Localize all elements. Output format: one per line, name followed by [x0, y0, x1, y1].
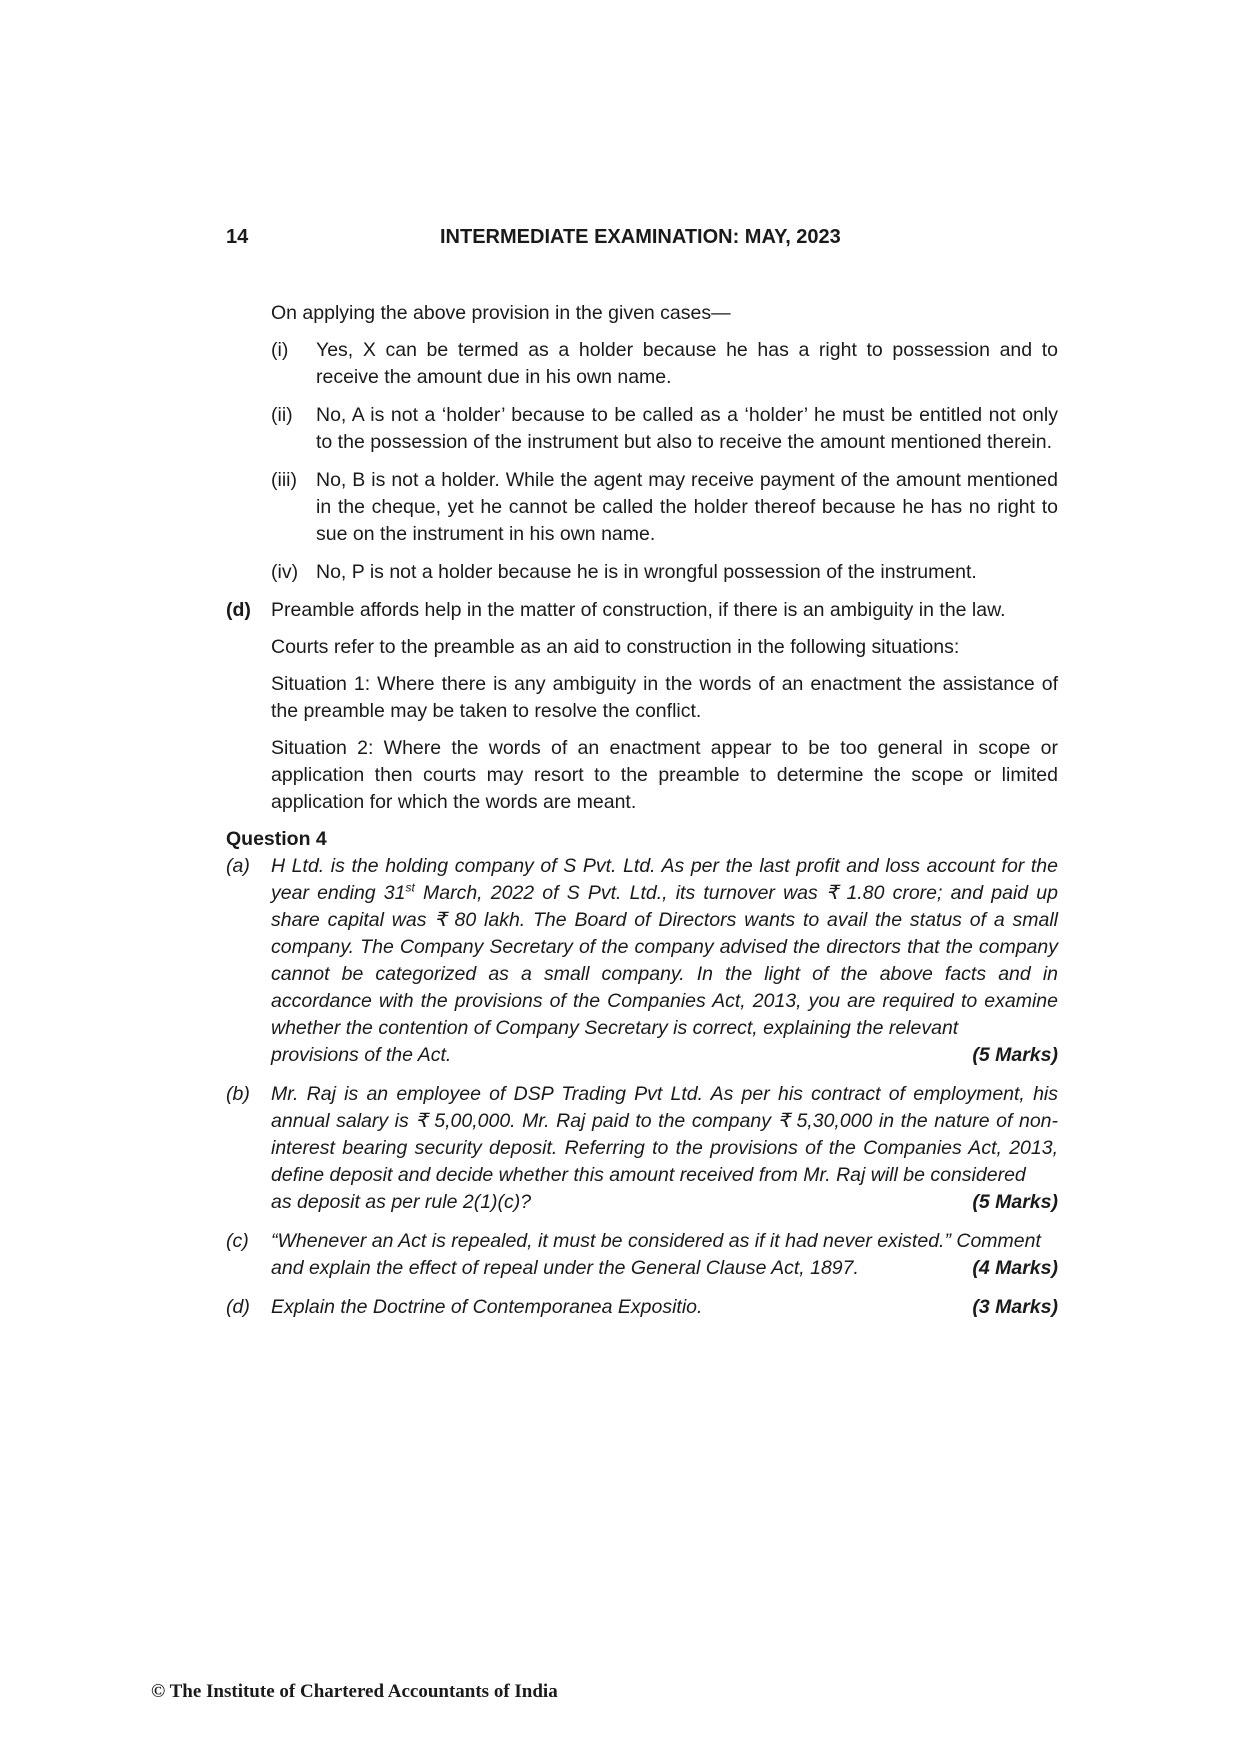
page-number: 14 [226, 226, 249, 248]
marks: (5 Marks) [972, 1044, 1058, 1066]
question-text-last: and explain the effect of repeal under the General Clause Act, 1897. [271, 1257, 859, 1279]
question-text [271, 853, 1058, 1069]
marks: (4 Marks) [972, 1257, 1058, 1279]
question-label: (a) [226, 855, 250, 877]
list-item [226, 402, 1058, 456]
page-header: INTERMEDIATE EXAMINATION: MAY, 2023 [440, 226, 841, 248]
question-b [226, 1081, 1058, 1216]
question-label: (c) [226, 1230, 249, 1252]
answer-d-text: Preamble affords help in the matter of construction, if there is an ambiguity in the law. [271, 599, 1006, 621]
marks: (5 Marks) [972, 1191, 1058, 1213]
question-text [271, 1228, 1058, 1282]
list-item [226, 559, 1058, 586]
case-text: No, A is not a ‘holder’ because to be called as a ‘holder’ he must be entitled not only to the possession of the instrument but also to receive the amount mentioned therein. [316, 404, 1058, 453]
marks: (3 Marks) [972, 1296, 1058, 1318]
answer-d-situation-1: Situation 1: Where there is any ambiguity in the words of an enactment the assistance of the preamble may be taken to resolve the conflict. [271, 673, 1058, 722]
answer-d-label: (d) [226, 599, 251, 621]
question-c [226, 1228, 1058, 1282]
marks-line [271, 1189, 1058, 1216]
list-item [226, 337, 1058, 391]
case-label: (i) [271, 339, 289, 361]
footer-copyright: © The Institute of Chartered Accountants of India [151, 1681, 558, 1702]
marks-line [271, 1255, 1058, 1282]
question-label: (d) [226, 1296, 250, 1318]
question-a [226, 853, 1058, 1069]
case-label: (iv) [271, 561, 299, 583]
superscript: st [405, 880, 415, 895]
marks-line [271, 1042, 1058, 1069]
case-text: Yes, X can be termed as a holder because he has a right to possession and to receive the amount due in his own name. [316, 339, 1058, 388]
question-text-part: Mr. Raj is an employee of DSP Trading Pvt Ltd. As per his contract of employment, his annual salary is ₹ 5,00,000. Mr. Raj paid to the company ₹ 5,30,000 in the nature of non-interest bearing security deposit. Referring to the provisions of the Companies Act, 2013, define deposit and decide whether this amount received from Mr. Raj will be considered [271, 1083, 1058, 1186]
question-text-part: “Whenever an Act is repealed, it must be considered as if it had never existed.” Comment [271, 1230, 1041, 1252]
case-text: No, B is not a holder. While the agent may receive payment of the amount mentioned in the cheque, yet he cannot be called the holder thereof because he has no right to sue on the instrument in his own name. [316, 469, 1058, 545]
answer-d-paragraph: Courts refer to the preamble as an aid to construction in the following situations: [271, 636, 960, 658]
answer-d-situation-2: Situation 2: Where the words of an enactment appear to be too general in scope or application then courts may resort to the preamble to determine the scope or limited application for which the words are meant. [271, 737, 1058, 813]
question-text-last: provisions of the Act. [271, 1044, 452, 1066]
question-text-last: as deposit as per rule 2(1)(c)? [271, 1191, 532, 1213]
case-label: (ii) [271, 404, 293, 426]
answer-d [226, 597, 1058, 624]
question-text [271, 1081, 1058, 1216]
question-label: (b) [226, 1083, 250, 1105]
marks-line [271, 1294, 1058, 1321]
question-heading: Question 4 [226, 828, 327, 850]
question-text [271, 1294, 1058, 1321]
intro-text: On applying the above provision in the given cases— [271, 302, 731, 324]
case-label: (iii) [271, 469, 297, 491]
question-text-part: March, 2022 of S Pvt. Ltd., its turnover was ₹ 1.80 crore; and paid up share capital was ₹ 80 lakh. The Board of Directors wants to avail the status of a small company. The Company Secretary of the company advised the directors that the company cannot be categorized as a small company. In the light of the above facts and in accordance with the provisions of the Companies Act, 2013, you are required to examine whether the contention of Company Secretary is correct, explaining the relevant [271, 882, 1058, 1039]
question-text-part: H Ltd. is the holding company of S Pvt. Ltd. As per the last profit and loss account for the year ending 31 [271, 855, 1058, 904]
page-content [226, 300, 1058, 1333]
list-item [226, 467, 1058, 548]
question-text-last: Explain the Doctrine of Contemporanea Expositio. [271, 1296, 703, 1318]
question-d [226, 1294, 1058, 1321]
case-text: No, P is not a holder because he is in wrongful possession of the instrument. [316, 561, 977, 583]
